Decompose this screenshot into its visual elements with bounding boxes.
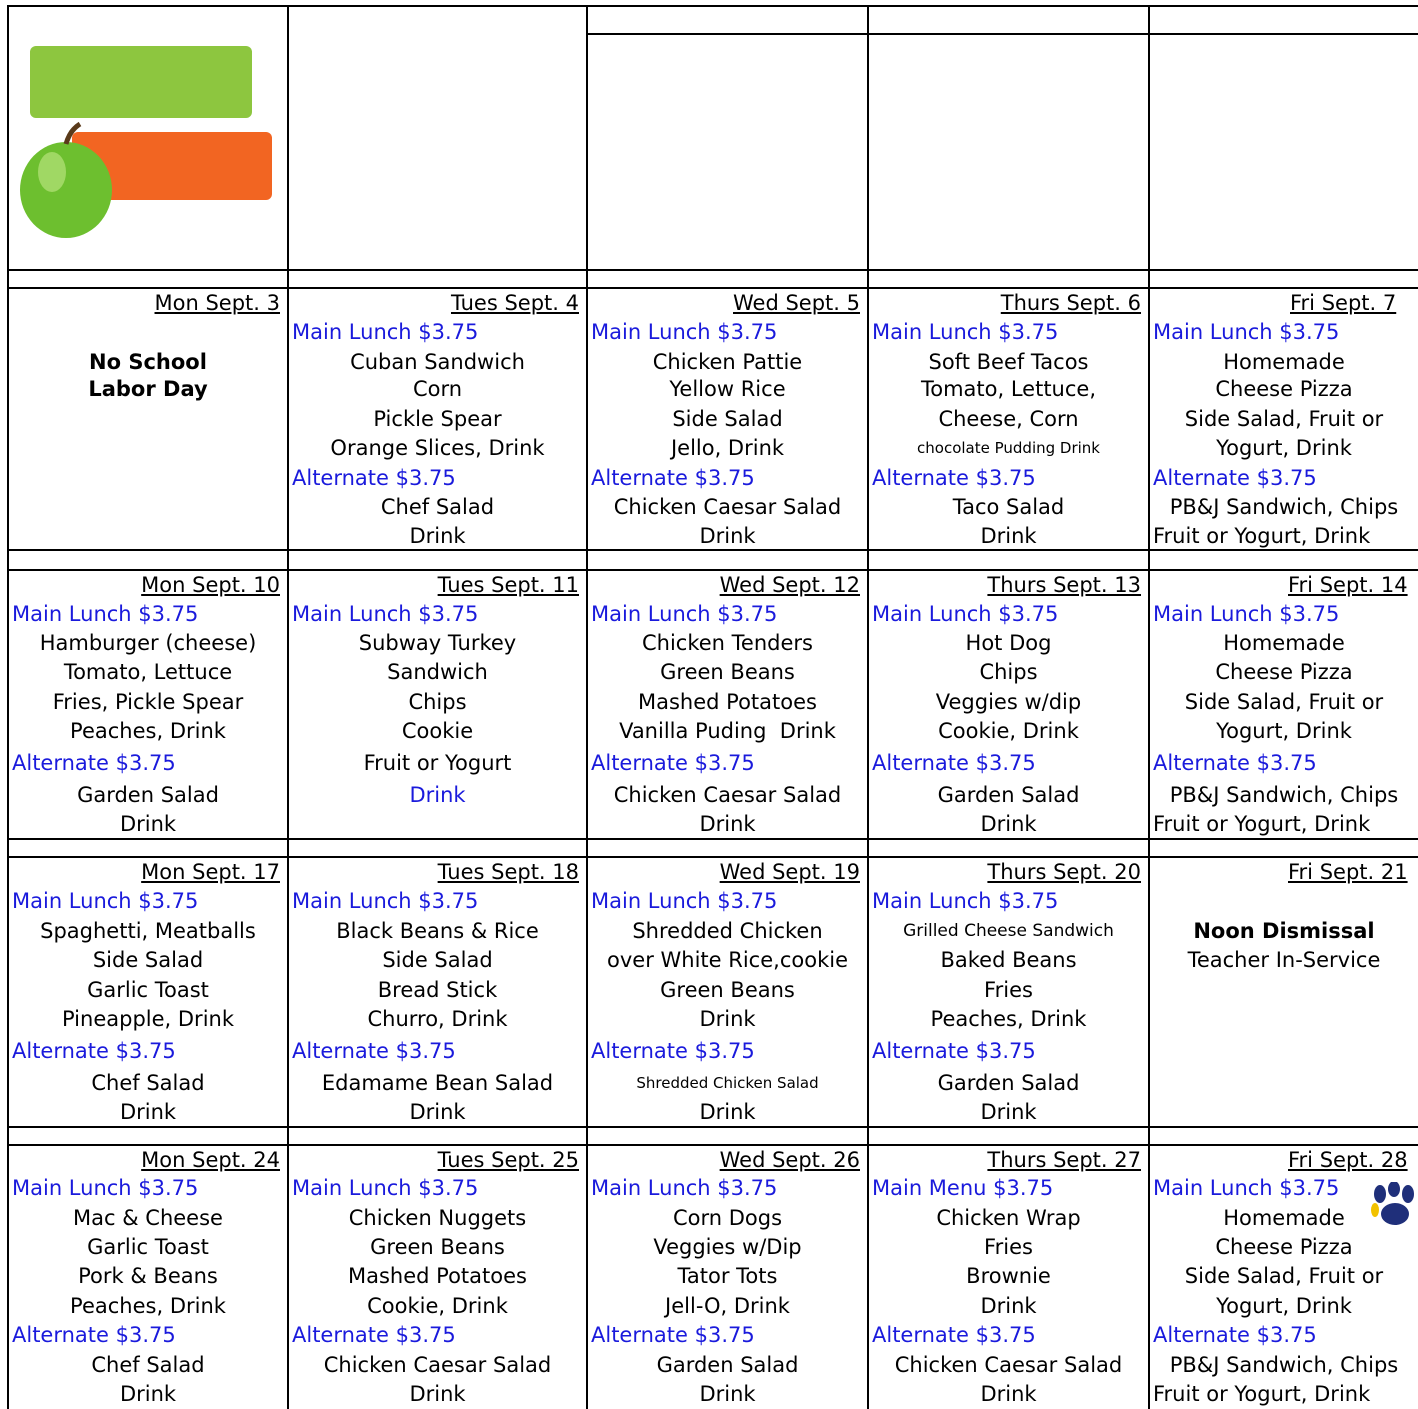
menu-item: Green Beans bbox=[660, 660, 795, 684]
alternate-label: Alternate $3.75 bbox=[1153, 466, 1317, 490]
alternate-item: Drink bbox=[119, 1382, 177, 1406]
day-date: Fri Sept. 28 bbox=[1288, 1148, 1408, 1172]
main-menu-label: Main Menu $3.75 bbox=[872, 1176, 1054, 1200]
day-date: Mon Sept. 3 bbox=[154, 291, 280, 315]
menu-item: Chips bbox=[979, 660, 1038, 684]
day-date: Fri Sept. 21 bbox=[1288, 860, 1408, 884]
menu-item: Drink bbox=[980, 1294, 1037, 1318]
grid-line bbox=[7, 5, 1418, 7]
alternate-item: Chicken Caesar Salad bbox=[613, 495, 842, 519]
alternate-item: Drink bbox=[699, 1382, 756, 1406]
alternate-label: Alternate $3.75 bbox=[12, 751, 176, 775]
alternate-item: Garden Salad bbox=[937, 1071, 1080, 1095]
alternate-item: Edamame Bean Salad bbox=[321, 1071, 554, 1095]
day-date: Thurs Sept. 20 bbox=[987, 860, 1141, 884]
alternate-label: Alternate $3.75 bbox=[1153, 1323, 1317, 1347]
alternate-item: Drink bbox=[980, 812, 1037, 836]
menu-item: Cheese Pizza bbox=[1215, 660, 1353, 684]
alternate-item: Drink bbox=[119, 1100, 177, 1124]
drink-label: Drink bbox=[409, 783, 466, 807]
alternate-item: Drink bbox=[409, 1382, 466, 1406]
menu-item: Chicken Nuggets bbox=[348, 1206, 527, 1230]
menu-item: Peaches, Drink bbox=[70, 1294, 226, 1318]
alternate-item: Drink bbox=[699, 812, 756, 836]
menu-item: Chips bbox=[408, 690, 467, 714]
menu-item: Sandwich bbox=[387, 660, 488, 684]
day-date: Wed Sept. 19 bbox=[719, 860, 860, 884]
paw-print-icon bbox=[1370, 1182, 1418, 1226]
menu-item: Homemade bbox=[1223, 631, 1345, 655]
menu-item: Chicken Wrap bbox=[936, 1206, 1081, 1230]
day-date: Tues Sept. 18 bbox=[437, 860, 579, 884]
alternate-item: Drink bbox=[409, 524, 466, 548]
main-lunch-label: Main Lunch $3.75 bbox=[12, 602, 199, 626]
day-date: Thurs Sept. 13 bbox=[987, 573, 1141, 597]
menu-item: Cheese Pizza bbox=[1215, 377, 1353, 401]
alternate-label: Alternate $3.75 bbox=[591, 466, 755, 490]
menu-item: Garlic Toast bbox=[87, 1235, 209, 1259]
day-cell-thu-sept-13 bbox=[869, 571, 1148, 838]
day-cell-fri-sept-28 bbox=[1150, 1146, 1418, 1409]
main-lunch-label: Main Lunch $3.75 bbox=[1153, 1176, 1340, 1200]
menu-item: Yellow Rice bbox=[669, 377, 786, 401]
alternate-item: Fruit or Yogurt, Drink bbox=[1153, 812, 1371, 836]
main-lunch-label: Main Lunch $3.75 bbox=[591, 320, 778, 344]
alternate-item: Drink bbox=[980, 1382, 1037, 1406]
menu-item: Tomato, Lettuce bbox=[63, 660, 233, 684]
grid-line bbox=[7, 549, 1418, 551]
alternate-item: PB&J Sandwich, Chips bbox=[1169, 1353, 1399, 1377]
menu-item: Tomato, Lettuce, bbox=[920, 377, 1097, 401]
menu-item: Cuban Sandwich bbox=[350, 350, 525, 374]
alternate-label: Alternate $3.75 bbox=[1153, 751, 1317, 775]
menu-item: Bread Stick bbox=[377, 978, 498, 1002]
alternate-item: PB&J Sandwich, Chips bbox=[1169, 783, 1399, 807]
menu-item: Side Salad, Fruit or bbox=[1184, 690, 1384, 714]
day-cell-wed-sept-26 bbox=[588, 1146, 867, 1409]
menu-item: Orange Slices, Drink bbox=[330, 436, 545, 460]
menu-item: Side Salad, Fruit or bbox=[1184, 1264, 1384, 1288]
day-date: Thurs Sept. 6 bbox=[1000, 291, 1141, 315]
main-lunch-label: Main Lunch $3.75 bbox=[1153, 602, 1340, 626]
menu-item: Green Beans bbox=[370, 1235, 505, 1259]
day-cell-fri-sept-7 bbox=[1150, 289, 1418, 549]
alternate-item: Chef Salad bbox=[380, 495, 495, 519]
menu-item: Fries, Pickle Spear bbox=[52, 690, 244, 714]
holiday-label: Labor Day bbox=[88, 377, 208, 401]
school-lunch-logo bbox=[14, 40, 274, 240]
alternate-label: Alternate $3.75 bbox=[872, 1039, 1036, 1063]
main-lunch-label: Main Lunch $3.75 bbox=[591, 1176, 778, 1200]
day-cell-tue-sept-11 bbox=[289, 571, 586, 838]
menu-item: Veggies w/dip bbox=[935, 690, 1082, 714]
main-lunch-label: Main Lunch $3.75 bbox=[1153, 320, 1340, 344]
day-date: Tues Sept. 25 bbox=[437, 1148, 579, 1172]
alternate-item: Chicken Caesar Salad bbox=[323, 1353, 552, 1377]
menu-item: Mac & Cheese bbox=[73, 1206, 223, 1230]
grid-line bbox=[7, 1126, 1418, 1128]
menu-item: Corn bbox=[412, 377, 463, 401]
menu-item: Peaches, Drink bbox=[70, 719, 226, 743]
main-lunch-label: Main Lunch $3.75 bbox=[872, 889, 1059, 913]
alternate-label: Alternate $3.75 bbox=[12, 1323, 176, 1347]
menu-item: Side Salad bbox=[92, 948, 204, 972]
menu-item: Cheese, Corn bbox=[938, 407, 1079, 431]
day-cell-wed-sept-12 bbox=[588, 571, 867, 838]
menu-item: Chicken Pattie bbox=[652, 350, 803, 374]
alternate-item: Chef Salad bbox=[91, 1071, 205, 1095]
day-date: Wed Sept. 26 bbox=[719, 1148, 860, 1172]
menu-item: Hamburger (cheese) bbox=[39, 631, 257, 655]
menu-item: Shredded Chicken bbox=[632, 919, 823, 943]
menu-item: Drink bbox=[699, 1007, 756, 1031]
menu-item: Cheese Pizza bbox=[1215, 1235, 1353, 1259]
menu-item: Peaches, Drink bbox=[930, 1007, 1087, 1031]
no-school-label: No School bbox=[89, 350, 207, 374]
menu-item: Baked Beans bbox=[940, 948, 1077, 972]
menu-item: Hot Dog bbox=[965, 631, 1052, 655]
day-date: Tues Sept. 11 bbox=[437, 573, 579, 597]
menu-item: Subway Turkey bbox=[358, 631, 517, 655]
menu-item: Vanilla Puding Drink bbox=[619, 719, 836, 743]
day-cell-mon-sept-10 bbox=[9, 571, 287, 838]
menu-item: Jell-O, Drink bbox=[665, 1294, 790, 1318]
menu-item: Side Salad, Fruit or bbox=[1184, 407, 1384, 431]
alternate-item: Chicken Caesar Salad bbox=[613, 783, 842, 807]
alternate-label: Alternate $3.75 bbox=[292, 1323, 456, 1347]
day-cell-thu-sept-6 bbox=[869, 289, 1148, 549]
menu-item: Jello, Drink bbox=[670, 436, 785, 460]
alternate-label: Alternate $3.75 bbox=[872, 1323, 1036, 1347]
menu-item: Veggies w/Dip bbox=[653, 1235, 802, 1259]
main-lunch-label: Main Lunch $3.75 bbox=[872, 320, 1059, 344]
alternate-item: Chef Salad bbox=[91, 1353, 205, 1377]
alternate-label: Alternate $3.75 bbox=[591, 1323, 755, 1347]
alternate-item: Drink bbox=[699, 524, 756, 548]
alternate-item: Garden Salad bbox=[656, 1353, 799, 1377]
day-date: Fri Sept. 14 bbox=[1288, 573, 1408, 597]
main-lunch-label: Main Lunch $3.75 bbox=[872, 602, 1059, 626]
menu-item: Cookie, Drink bbox=[938, 719, 1079, 743]
menu-item: Soft Beef Tacos bbox=[928, 350, 1089, 374]
day-cell-tue-sept-18 bbox=[289, 858, 586, 1126]
day-cell-fri-sept-21 bbox=[1150, 858, 1418, 1126]
day-date: Mon Sept. 24 bbox=[141, 1148, 280, 1172]
day-date: Wed Sept. 5 bbox=[733, 291, 860, 315]
menu-item: Mashed Potatoes bbox=[348, 1264, 527, 1288]
day-cell-mon-sept-3 bbox=[9, 289, 287, 549]
main-lunch-label: Main Lunch $3.75 bbox=[12, 889, 199, 913]
alternate-label: Alternate $3.75 bbox=[872, 751, 1036, 775]
menu-item: Black Beans & Rice bbox=[336, 919, 539, 943]
day-cell-mon-sept-17 bbox=[9, 858, 287, 1126]
menu-item: Fruit or Yogurt bbox=[363, 751, 512, 775]
menu-item: over White Rice,cookie bbox=[607, 948, 848, 972]
menu-item: Tator Tots bbox=[677, 1264, 778, 1288]
menu-item: Yogurt, Drink bbox=[1216, 1294, 1352, 1318]
alternate-label: Alternate $3.75 bbox=[591, 1039, 755, 1063]
day-cell-wed-sept-19 bbox=[588, 858, 867, 1126]
alternate-item: PB&J Sandwich, Chips bbox=[1169, 495, 1399, 519]
day-cell-thu-sept-27 bbox=[869, 1146, 1148, 1409]
menu-item: Mashed Potatoes bbox=[638, 690, 817, 714]
alternate-item: Shredded Chicken Salad bbox=[636, 1074, 819, 1092]
main-lunch-label: Main Lunch $3.75 bbox=[591, 602, 778, 626]
grid-line bbox=[7, 838, 1418, 840]
day-date: Fri Sept. 7 bbox=[1290, 291, 1397, 315]
menu-item: Spaghetti, Meatballs bbox=[40, 919, 256, 943]
menu-item: Yogurt, Drink bbox=[1216, 436, 1352, 460]
menu-item: Side Salad bbox=[382, 948, 493, 972]
grid-line bbox=[7, 269, 1418, 271]
main-lunch-label: Main Lunch $3.75 bbox=[12, 1176, 199, 1200]
menu-item: Churro, Drink bbox=[367, 1007, 508, 1031]
day-cell-thu-sept-20 bbox=[869, 858, 1148, 1126]
menu-item: Corn Dogs bbox=[672, 1206, 783, 1230]
day-date: Wed Sept. 12 bbox=[719, 573, 860, 597]
school-lunch-apple-logo-icon bbox=[14, 40, 274, 240]
main-lunch-label: Main Lunch $3.75 bbox=[591, 889, 778, 913]
main-lunch-label: Main Lunch $3.75 bbox=[292, 889, 479, 913]
menu-item: Yogurt, Drink bbox=[1216, 719, 1352, 743]
menu-item: Side Salad bbox=[672, 407, 783, 431]
menu-item: Cookie, Drink bbox=[367, 1294, 508, 1318]
menu-item: chocolate Pudding Drink bbox=[917, 439, 1100, 457]
alternate-item: Fruit or Yogurt, Drink bbox=[1153, 524, 1371, 548]
alternate-label: Alternate $3.75 bbox=[292, 1039, 456, 1063]
alternate-label: Alternate $3.75 bbox=[292, 466, 456, 490]
menu-item: Homemade bbox=[1223, 350, 1345, 374]
menu-item: Pork & Beans bbox=[78, 1264, 218, 1288]
menu-item: Homemade bbox=[1223, 1206, 1345, 1230]
alternate-item: Drink bbox=[699, 1100, 756, 1124]
alternate-item: Garden Salad bbox=[77, 783, 219, 807]
alternate-item: Garden Salad bbox=[937, 783, 1080, 807]
menu-item: Fries bbox=[984, 1235, 1033, 1259]
alternate-item: Drink bbox=[980, 1100, 1037, 1124]
day-date: Mon Sept. 10 bbox=[141, 573, 280, 597]
main-lunch-label: Main Lunch $3.75 bbox=[292, 320, 479, 344]
menu-item: Pineapple, Drink bbox=[61, 1007, 234, 1031]
menu-item: Grilled Cheese Sandwich bbox=[903, 921, 1114, 941]
alternate-item: Drink bbox=[980, 524, 1037, 548]
day-cell-fri-sept-14 bbox=[1150, 571, 1418, 838]
alternate-item: Drink bbox=[409, 1100, 466, 1124]
grid-line bbox=[587, 33, 1418, 35]
menu-item: Green Beans bbox=[660, 978, 795, 1002]
alternate-label: Alternate $3.75 bbox=[872, 466, 1036, 490]
alternate-item: Drink bbox=[119, 812, 177, 836]
menu-item: Garlic Toast bbox=[87, 978, 209, 1002]
menu-item: Cookie bbox=[401, 719, 474, 743]
main-lunch-label: Main Lunch $3.75 bbox=[292, 1176, 479, 1200]
main-lunch-label: Main Lunch $3.75 bbox=[292, 602, 479, 626]
alternate-item: Taco Salad bbox=[952, 495, 1065, 519]
alternate-item: Fruit or Yogurt, Drink bbox=[1153, 1382, 1371, 1406]
day-cell-mon-sept-24 bbox=[9, 1146, 287, 1409]
day-cell-tue-sept-4 bbox=[289, 289, 586, 549]
alternate-item: Chicken Caesar Salad bbox=[894, 1353, 1123, 1377]
menu-item: Pickle Spear bbox=[373, 407, 502, 431]
teacher-in-service-label: Teacher In-Service bbox=[1187, 948, 1381, 972]
menu-item: Brownie bbox=[966, 1264, 1051, 1288]
day-cell-wed-sept-5 bbox=[588, 289, 867, 549]
menu-item: Chicken Tenders bbox=[642, 631, 813, 655]
day-date: Tues Sept. 4 bbox=[450, 291, 579, 315]
alternate-label: Alternate $3.75 bbox=[591, 751, 755, 775]
day-date: Thurs Sept. 27 bbox=[987, 1148, 1141, 1172]
menu-item: Fries bbox=[984, 978, 1033, 1002]
noon-dismissal-label: Noon Dismissal bbox=[1193, 919, 1375, 943]
day-date: Mon Sept. 17 bbox=[141, 860, 280, 884]
day-cell-tue-sept-25 bbox=[289, 1146, 586, 1409]
alternate-label: Alternate $3.75 bbox=[12, 1039, 176, 1063]
